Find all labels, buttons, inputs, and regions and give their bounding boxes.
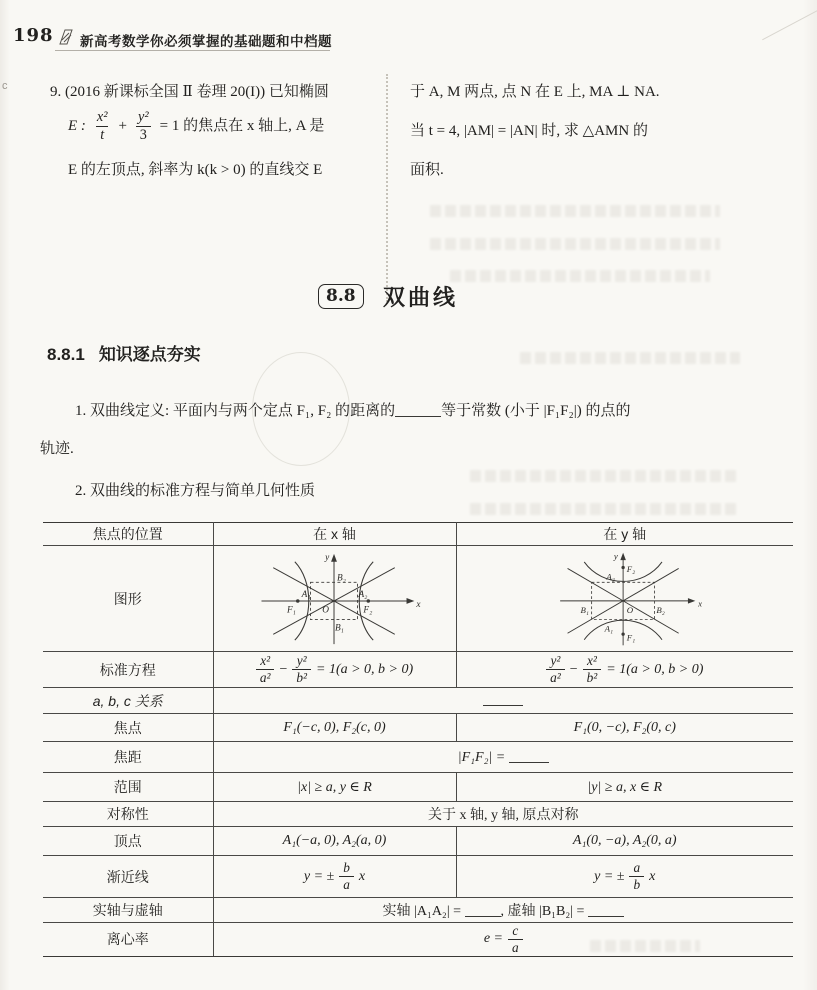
table-row-symmetry [43, 802, 793, 827]
figx-label-o: O [322, 605, 329, 616]
eccentricity-prefix: e = [483, 931, 503, 947]
fraction [508, 924, 523, 955]
table-row-range [43, 773, 793, 802]
fraction-x2-over-t [93, 110, 112, 143]
asymptote-x-value [213, 856, 456, 898]
fill-in-blank [588, 903, 624, 917]
bleedthrough-text-ghost [470, 503, 740, 515]
figx-label-b2: B₂ [336, 572, 346, 583]
fraction-denominator: b² [292, 669, 311, 685]
header-focus-position: 焦点的位置 [43, 523, 213, 546]
figx-label-f2: F₂ [363, 605, 373, 616]
section-number-badge: 8.8 [318, 284, 364, 309]
figy-label-x: x [698, 597, 703, 608]
row-label-graph: 图形 [43, 546, 213, 652]
bleedthrough-text-ghost [520, 352, 740, 364]
asymptote-y-value [456, 856, 793, 898]
header-logo-icon [56, 28, 76, 46]
problem9-right-line2: 当 t = 4, |AM| = |AN| 时, 求 △AMN 的 [410, 123, 648, 139]
figy-label-b2: B₂ [656, 604, 666, 615]
table-row-graph [43, 546, 793, 652]
fraction-denominator: t [96, 126, 108, 143]
definition-line1 [75, 399, 630, 420]
fraction-denominator: a² [256, 669, 275, 685]
fraction [339, 861, 354, 892]
focal-distance-expression: |F₁F₂| = [457, 749, 506, 765]
plus-sign: + [118, 118, 127, 135]
foci-y-value: F₁(0, −c), F₂(0, c) [456, 714, 793, 742]
figx-label-a2: A₂ [358, 589, 368, 600]
figx-label-b1: B₁ [334, 622, 344, 633]
row-label-asymptotes: 渐近线 [43, 856, 213, 898]
bleedthrough-text-ghost [450, 270, 710, 282]
problem9-line3: E 的左顶点, 斜率为 k(k > 0) 的直线交 E [68, 162, 323, 178]
definition-line2: 轨迹. [40, 441, 74, 457]
fraction [256, 654, 275, 685]
minus-sign: − [279, 661, 288, 677]
fill-in-blank [483, 692, 523, 706]
row-label-range: 范围 [43, 773, 213, 802]
figy-label-o: O [627, 604, 634, 615]
asymptote-suffix: x [358, 868, 366, 884]
hyperbola-figure-y-axis [456, 546, 793, 652]
fraction-numerator: y² [138, 109, 149, 125]
table-header-row [43, 523, 793, 546]
row-label-eccentricity: 离心率 [43, 923, 213, 957]
fraction-y2-over-3 [134, 110, 153, 143]
figx-label-x: x [416, 599, 421, 610]
abc-relation-blank-cell [213, 688, 793, 714]
asymptote-prefix: y = ± [303, 868, 335, 884]
section-title: 双曲线 [383, 285, 459, 310]
fraction-numerator: y² [550, 653, 561, 669]
minus-sign: − [569, 661, 578, 677]
fraction-numerator: c [512, 923, 519, 938]
fill-in-blank [465, 903, 501, 917]
figy-label-b1: B₁ [580, 604, 590, 615]
row-label-vertices: 顶点 [43, 827, 213, 856]
row-label-abc-relation: a, b, c 关系 [43, 688, 213, 714]
equation-prefix: E : [68, 118, 86, 135]
figy-label-f1: F₁ [627, 632, 636, 643]
table-row-standard-equation [43, 652, 793, 688]
fraction-numerator: a [633, 860, 641, 876]
row-label-focal-distance: 焦距 [43, 742, 213, 773]
real-axis-expression: 实轴 |A₁A₂| = [382, 904, 462, 919]
fraction [583, 654, 602, 685]
imaginary-axis-expression: , 虚轴 |B₁B₂| = [500, 904, 585, 919]
range-x-value: |x| ≥ a, y ∈ R [213, 773, 456, 802]
standard-equation-y [456, 652, 793, 688]
fill-in-blank [509, 749, 549, 763]
subsection-number: 8.8.1 [47, 345, 85, 364]
table-row-real-imaginary-axes [43, 898, 793, 923]
margin-mark: c [2, 80, 8, 92]
fraction-denominator: a² [546, 669, 565, 685]
focal-distance-value [213, 742, 793, 773]
foci-x-value: F₁(−c, 0), F₂(c, 0) [213, 714, 456, 742]
problem9-right-line3: 面积. [410, 162, 444, 178]
vertices-y-value: A₁(0, −a), A₂(0, a) [456, 827, 793, 856]
fraction [546, 654, 565, 685]
table-row-eccentricity [43, 923, 793, 957]
problem9-line1: 9. (2016 新课标全国 Ⅱ 卷理 20(I)) 已知椭圆 [50, 84, 329, 100]
header-on-x-axis: 在 x 轴 [213, 523, 456, 546]
fill-in-blank [395, 403, 441, 417]
bleedthrough-text-ghost [470, 470, 740, 482]
equation-suffix: = 1 的焦点在 x 轴上, A 是 [159, 118, 325, 135]
page-number: 198 [13, 25, 54, 46]
header-underline [55, 50, 330, 51]
bleedthrough-text-ghost [430, 238, 720, 250]
row-label-foci: 焦点 [43, 714, 213, 742]
table-row-focal-distance [43, 742, 793, 773]
vertices-x-value: A₁(−a, 0), A₂(a, 0) [213, 827, 456, 856]
fraction-numerator: x² [96, 109, 108, 125]
row-label-axes: 实轴与虚轴 [43, 898, 213, 923]
bleedthrough-text-ghost [430, 205, 720, 217]
fraction-denominator: a [508, 939, 523, 955]
table-row-vertices [43, 827, 793, 856]
fraction [292, 654, 311, 685]
problem9-right-line1: 于 A, M 两点, 点 N 在 E 上, MA ⊥ NA. [410, 84, 660, 100]
column-divider-dotted [386, 74, 388, 302]
scan-crease-line [762, 5, 817, 41]
header-on-y-axis: 在 y 轴 [456, 523, 793, 546]
definition-text-pre: 1. 双曲线定义: 平面内与两个定点 F₁, F₂ 的距离的 [75, 403, 396, 419]
hyperbola-properties-table [43, 522, 793, 957]
figx-label-y: y [325, 552, 330, 563]
subsection-heading [47, 340, 201, 365]
figx-label-f1: F₁ [286, 605, 296, 616]
figy-label-f2: F₂ [627, 563, 636, 574]
hyperbola-figure-x-axis [213, 546, 456, 652]
definition-text-post: 等于常数 (小于 |F₁F₂|) 的点的 [441, 403, 631, 419]
asymptote-suffix: x [649, 868, 656, 884]
figy-label-y: y [614, 550, 619, 561]
axes-value [213, 898, 793, 923]
subsection-title: 知识逐点夯实 [98, 345, 201, 364]
table-row-foci [43, 714, 793, 742]
row-label-standard-equation: 标准方程 [43, 652, 213, 688]
row-label-symmetry: 对称性 [43, 802, 213, 827]
problem9-equation-line [68, 110, 324, 143]
fraction-denominator: b² [583, 669, 602, 685]
eccentricity-value [213, 923, 793, 957]
fraction-numerator: x² [586, 653, 597, 669]
table-row-abc-relation [43, 688, 793, 714]
fraction-denominator: 3 [136, 126, 151, 143]
fraction-numerator: b [343, 860, 350, 876]
standard-equation-x [213, 652, 456, 688]
asymptote-prefix: y = ± [594, 868, 625, 884]
figy-label-a1: A₁ [604, 622, 614, 633]
equation-tail: = 1(a > 0, b > 0) [316, 661, 414, 677]
knowledge-item2: 2. 双曲线的标准方程与简单几何性质 [75, 483, 316, 499]
table-row-asymptotes [43, 856, 793, 898]
figy-label-a2: A₂ [606, 571, 616, 582]
equation-tail: = 1(a > 0, b > 0) [606, 661, 704, 677]
fraction [629, 861, 644, 892]
fraction-denominator: b [629, 876, 644, 892]
fraction-denominator: a [339, 876, 354, 892]
fraction-numerator: y² [296, 653, 307, 669]
fraction-numerator: x² [260, 653, 271, 669]
figx-label-a1: A₁ [301, 589, 311, 600]
range-y-value: |y| ≥ a, x ∈ R [456, 773, 793, 802]
symmetry-value: 关于 x 轴, y 轴, 原点对称 [213, 802, 793, 827]
header-title: 新高考数学你必须掌握的基础题和中档题 [80, 34, 332, 49]
